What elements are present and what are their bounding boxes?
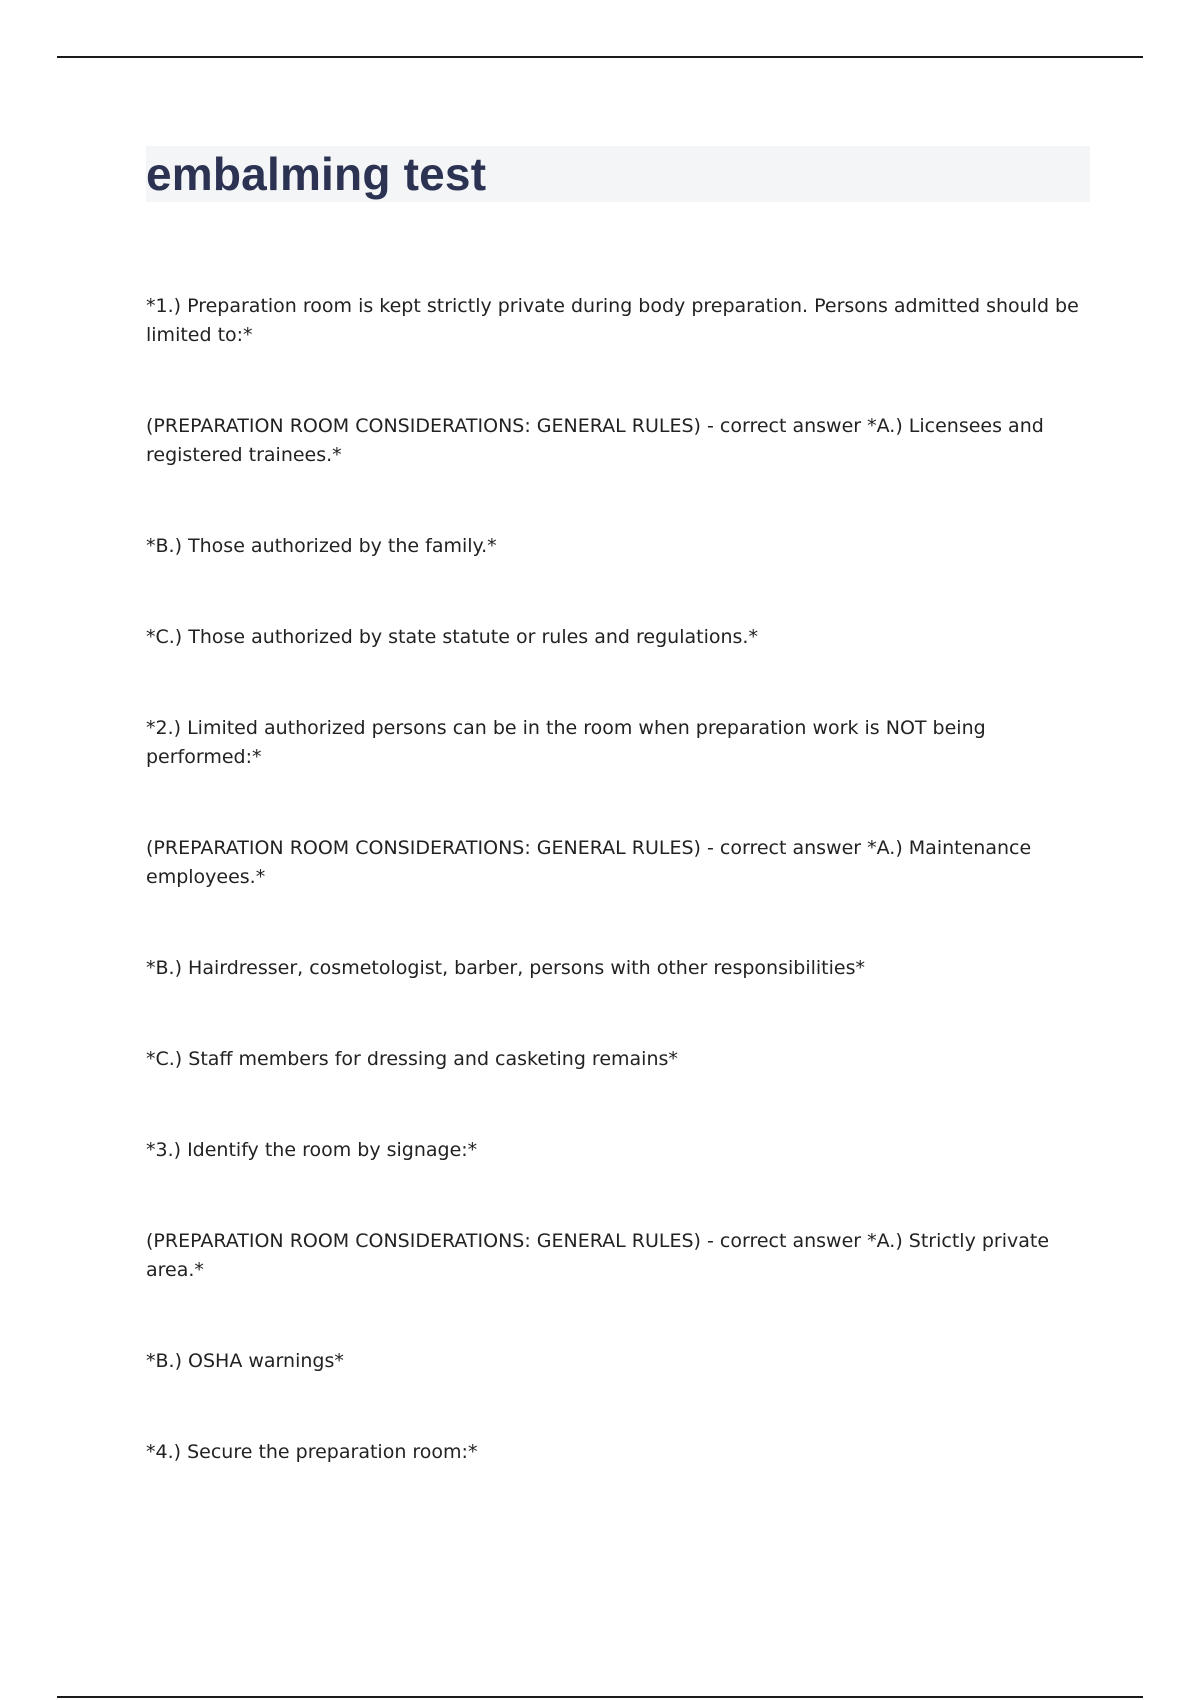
question-2: *2.) Limited authorized persons can be in the room when preparation work is NOT being performed:* <box>146 717 986 768</box>
question-1: *1.) Preparation room is kept strictly private during body preparation. Persons admitted should be limited to:* <box>146 295 1079 346</box>
answer-2a: (PREPARATION ROOM CONSIDERATIONS: GENERAL RULES) - correct answer *A.) Maintenance employees.* <box>146 837 1032 888</box>
title-bar <box>146 146 1090 202</box>
question-4: *4.) Secure the preparation room:* <box>146 1441 478 1463</box>
answer-3b: *B.) OSHA warnings* <box>146 1350 344 1372</box>
document-title: embalming test <box>146 148 487 200</box>
answer-2b: *B.) Hairdresser, cosmetologist, barber, persons with other responsibilities* <box>146 957 865 979</box>
answer-2c: *C.) Staff members for dressing and casketing remains* <box>146 1048 678 1070</box>
question-list <box>146 292 1090 1467</box>
footer-rule <box>57 1696 1143 1698</box>
answer-1a: (PREPARATION ROOM CONSIDERATIONS: GENERAL RULES) - correct answer *A.) Licensees and registered trainees.* <box>146 415 1044 466</box>
document-body <box>146 146 1090 1529</box>
answer-1b: *B.) Those authorized by the family.* <box>146 535 497 557</box>
header-rule <box>57 56 1143 58</box>
answer-1c: *C.) Those authorized by state statute or rules and regulations.* <box>146 626 758 648</box>
question-3: *3.) Identify the room by signage:* <box>146 1139 478 1161</box>
answer-3a: (PREPARATION ROOM CONSIDERATIONS: GENERAL RULES) - correct answer *A.) Strictly private area.* <box>146 1230 1050 1281</box>
